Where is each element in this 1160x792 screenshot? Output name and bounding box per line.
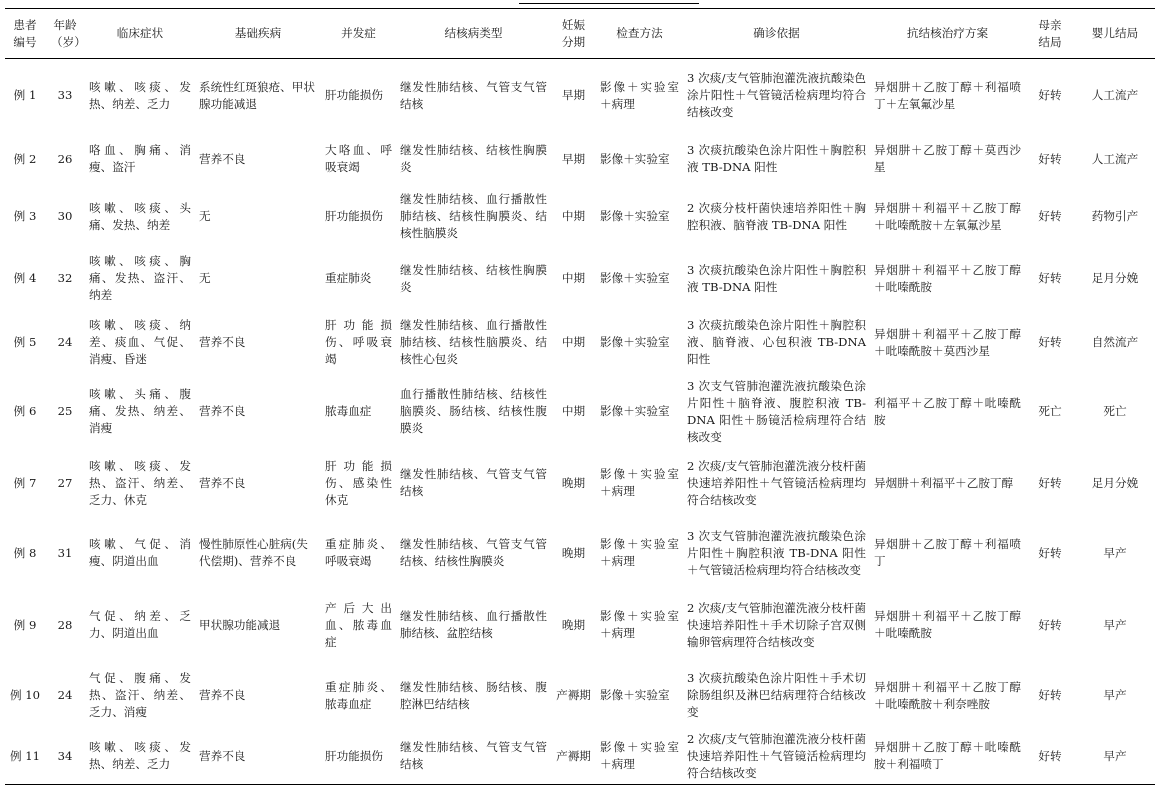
- table-cell: 好转: [1038, 617, 1062, 632]
- table-cell: 例 5: [13, 335, 37, 349]
- table-cell: 例 1: [13, 88, 37, 103]
- table-cell: 慢性肺原性心脏病(失代偿期)、营养不良: [199, 537, 308, 568]
- table-cell: 继发性肺结核、结核性胸膜炎: [400, 143, 547, 174]
- table-cell: 影像＋实验室: [600, 271, 670, 285]
- table-cell: 营养不良: [199, 335, 246, 349]
- table-cell: 24: [57, 335, 73, 349]
- table-cell: 气促、腹痛、发热、盗汗、纳差、乏力、消瘦: [89, 671, 191, 719]
- table-cell: 3 次痰抗酸染色涂片阳性＋胸腔积液 TB-DNA 阳性: [687, 262, 866, 294]
- table-cell: 大咯血、呼吸衰竭: [325, 143, 392, 174]
- table-cell: 继发性肺结核、气管支气管结核: [400, 467, 547, 498]
- header-cell: 临床症状: [85, 9, 195, 59]
- table-row: [5, 376, 1155, 448]
- table-cell: 咳嗽、咳痰、发热、纳差、乏力: [89, 79, 191, 111]
- header-cell: 结核病类型: [396, 9, 551, 59]
- table-cell: 营养不良: [195, 729, 321, 785]
- table-row: [5, 663, 1155, 729]
- table-cell: 30: [57, 209, 73, 223]
- table-cell: 3 次痰/支气管肺泡灌洗液抗酸染色涂片阳性＋气管镜活检病理均符合结核改变: [687, 71, 866, 120]
- table-cell: 例 8: [13, 545, 37, 560]
- table-cell: 3 次支气管肺泡灌洗液抗酸染色涂片阳性＋脑脊液、腹腔积液 TB-DNA 阳性＋肠镜活检病理符合结核改变: [687, 378, 866, 444]
- table-cell: 27: [57, 475, 73, 490]
- table-cell: 利福平＋乙胺丁醇＋吡嗪酰胺: [874, 395, 1021, 427]
- table-cell: 例 6: [13, 404, 37, 418]
- table-cell: 好转: [1038, 335, 1062, 349]
- table-cell: 肝功能损伤、感染性休克: [325, 458, 392, 507]
- header-cell: 确诊依据: [683, 9, 870, 59]
- table-cell: 继发性肺结核、气管支气管结核、结核性胸膜炎: [400, 537, 547, 568]
- table-cell: 早期: [561, 151, 586, 166]
- case-table: [5, 8, 1155, 785]
- table-cell: 早产: [1103, 688, 1127, 702]
- header-cell: 婴儿结局: [1075, 9, 1155, 59]
- table-cell: 影像＋实验室: [600, 335, 670, 349]
- table-cell: 好转: [1038, 475, 1062, 490]
- table-cell: 肝功能损伤: [325, 88, 383, 103]
- header-cell: 母亲结局: [1025, 9, 1075, 59]
- table-cell: 晚期: [561, 545, 586, 560]
- table-row: [5, 310, 1155, 376]
- table-cell: 好转: [1038, 151, 1062, 166]
- table-cell: 药物引产: [1091, 209, 1139, 223]
- table-cell: 异烟肼＋利福平＋乙胺丁醇＋吡嗪酰胺: [874, 609, 1021, 640]
- table-cell: 死亡: [1103, 404, 1127, 418]
- table-cell: 异烟肼＋乙胺丁醇＋莫西沙星: [874, 143, 1021, 174]
- table-cell: 中期: [561, 404, 586, 418]
- table-cell: 好转: [1038, 545, 1062, 560]
- table-cell: 24: [57, 688, 73, 702]
- table-cell: 脓毒血症: [325, 404, 372, 418]
- table-row: [5, 729, 1155, 785]
- table-cell: 2 次痰分枝杆菌快速培养阳性＋胸腔积液、脑脊液 TB-DNA 阳性: [687, 200, 866, 232]
- table-row: [5, 248, 1155, 310]
- table-cell: 继发性肺结核、血行播散性肺结核、结核性脑膜炎、结核性心包炎: [400, 318, 547, 366]
- table-cell: 3 次痰抗酸染色涂片阳性＋胸腔积液、脑脊液、心包积液 TB-DNA 阳性: [687, 318, 866, 366]
- table-cell: 异烟肼＋利福平＋乙胺丁醇＋吡嗪酰胺＋利奈唑胺: [874, 679, 1021, 711]
- table-cell: 31: [57, 545, 73, 560]
- table-cell: 例 7: [13, 475, 37, 490]
- table-cell: 34: [45, 729, 85, 785]
- table-cell: 重症肺炎: [325, 271, 372, 285]
- table-cell: 例 2: [13, 151, 37, 166]
- header-cell: 并发症: [321, 9, 396, 59]
- table-cell: 死亡: [1038, 404, 1062, 418]
- table-cell: 影像＋实验室＋病理: [596, 729, 683, 785]
- table-cell: 产褥期: [551, 729, 596, 785]
- table-row: [5, 519, 1155, 588]
- table-cell: 甲状腺功能减退: [199, 617, 281, 632]
- table-cell: 无: [199, 271, 211, 285]
- header-cell: 年龄（岁）: [45, 9, 85, 59]
- table-row: [5, 588, 1155, 663]
- header-cell: 基础疾病: [195, 9, 321, 59]
- table-cell: 营养不良: [199, 688, 246, 702]
- table-cell: 25: [57, 404, 73, 418]
- table-cell: 例 11: [5, 729, 45, 785]
- table-cell: 好转: [1038, 209, 1062, 223]
- table-cell: 28: [57, 617, 73, 632]
- table-cell: 异烟肼＋利福平＋乙胺丁醇＋吡嗪酰胺: [874, 262, 1021, 294]
- table-cell: 重症肺炎、呼吸衰竭: [325, 537, 392, 568]
- table-cell: 中期: [561, 271, 586, 285]
- table-cell: 32: [57, 271, 73, 285]
- table-cell: 无: [199, 209, 211, 223]
- table-cell: 营养不良: [199, 404, 246, 418]
- table-cell: 影像＋实验室＋病理: [600, 609, 679, 640]
- table-cell: 早期: [561, 88, 586, 103]
- table-cell: 3 次痰抗酸染色涂片阳性＋胸腔积液 TB-DNA 阳性: [687, 143, 866, 174]
- table-cell: 异烟肼＋乙胺丁醇＋利福喷丁＋左氧氟沙星: [874, 79, 1021, 111]
- table-cell: 影像＋实验室＋病理: [600, 467, 679, 498]
- table-cell: 影像＋实验室: [600, 688, 670, 702]
- table-cell: 影像＋实验室＋病理: [600, 79, 679, 111]
- table-cell: 继发性肺结核、血行播散性肺结核、结核性胸膜炎、结核性脑膜炎: [400, 192, 547, 240]
- table-body: [5, 59, 1155, 785]
- table-cell: 自然流产: [1091, 335, 1139, 349]
- table-cell: 肝功能损伤: [325, 209, 383, 223]
- table-cell: 影像＋实验室: [600, 404, 670, 418]
- header-row: [5, 9, 1155, 59]
- table-cell: 好转: [1038, 88, 1062, 103]
- table-cell: 咳嗽、咳痰、头痛、发热、纳差: [89, 200, 191, 232]
- table-cell: 异烟肼＋乙胺丁醇＋吡嗪酰胺＋利福喷丁: [870, 729, 1025, 785]
- table-cell: 咳嗽、咳痰、发热、纳差、乏力: [85, 729, 195, 785]
- table-cell: 33: [57, 88, 73, 103]
- table-cell: 早产: [1103, 617, 1127, 632]
- table-cell: 继发性肺结核、气管支气管结核: [396, 729, 551, 785]
- table-cell: 咳嗽、气促、消瘦、阴道出血: [89, 537, 191, 568]
- table-cell: 人工流产: [1091, 151, 1139, 166]
- table-cell: 气促、纳差、乏力、阴道出血: [89, 609, 191, 640]
- table-cell: 早产: [1103, 545, 1127, 560]
- table-cell: 咳嗽、咳痰、胸痛、发热、盗汗、纳差: [89, 254, 191, 302]
- table-cell: 3 次痰抗酸染色涂片阳性＋手术切除肠组织及淋巴结病理符合结核改变: [687, 671, 866, 719]
- table-row: [5, 186, 1155, 248]
- table-cell: 晚期: [561, 475, 586, 490]
- table-cell: 足月分娩: [1091, 475, 1139, 490]
- table-cell: 异烟肼＋利福平＋乙胺丁醇＋吡嗪酰胺＋莫西沙星: [874, 326, 1021, 358]
- table-cell: 产后大出血、脓毒血症: [325, 600, 392, 649]
- table-cell: 中期: [561, 209, 586, 223]
- table-cell: 血行播散性肺结核、结核性脑膜炎、肠结核、结核性腹膜炎: [400, 387, 547, 435]
- table-cell: 例 4: [13, 271, 37, 285]
- table-cell: 营养不良: [199, 151, 246, 166]
- table-cell: 晚期: [561, 617, 586, 632]
- table-cell: 中期: [561, 335, 586, 349]
- table-cell: 营养不良: [199, 475, 246, 490]
- table-cell: 2 次痰/支气管肺泡灌洗液分枝杆菌快速培养阳性＋手术切除子宫双侧输卵管病理符合结核改变: [687, 600, 866, 649]
- table-cell: 影像＋实验室: [600, 209, 670, 223]
- table-cell: 2 次痰/支气管肺泡灌洗液分枝杆菌快速培养阳性＋气管镜活检病理均符合结核改变: [683, 729, 870, 785]
- table-cell: 异烟肼＋利福平＋乙胺丁醇＋吡嗪酰胺＋左氧氟沙星: [874, 200, 1021, 232]
- table-cell: 好转: [1038, 271, 1062, 285]
- table-row: [5, 59, 1155, 133]
- table-cell: 产褥期: [556, 688, 591, 702]
- table-cell: 3 次支气管肺泡灌洗液抗酸染色涂片阳性＋胸腔积液 TB-DNA 阳性＋气管镜活检病理均符合结核改变: [687, 528, 866, 577]
- table-cell: 早产: [1075, 729, 1155, 785]
- table-cell: 人工流产: [1091, 88, 1139, 103]
- table-cell: 足月分娩: [1091, 271, 1139, 285]
- header-cell: 妊娠分期: [551, 9, 596, 59]
- table-cell: 好转: [1038, 688, 1062, 702]
- table-cell: 继发性肺结核、血行播散性肺结核、盆腔结核: [400, 609, 547, 640]
- header-cell: 检查方法: [596, 9, 683, 59]
- table-row: [5, 133, 1155, 186]
- table-cell: 好转: [1025, 729, 1075, 785]
- table-cell: 2 次痰/支气管肺泡灌洗液分枝杆菌快速培养阳性＋气管镜活检病理均符合结核改变: [687, 458, 866, 507]
- table-cell: 异烟肼＋利福平＋乙胺丁醇: [874, 475, 1014, 490]
- table-cell: 异烟肼＋乙胺丁醇＋利福喷丁: [874, 537, 1021, 568]
- table-cell: 影像＋实验室＋病理: [600, 537, 679, 568]
- table-cell: 咳嗽、咳痰、发热、盗汗、纳差、乏力、休克: [89, 458, 191, 507]
- header-cell: 抗结核治疗方案: [870, 9, 1025, 59]
- table-cell: 继发性肺结核、结核性胸膜炎: [400, 262, 547, 294]
- table-cell: 继发性肺结核、气管支气管结核: [400, 79, 547, 111]
- table-cell: 肝功能损伤: [321, 729, 396, 785]
- header-cell: 患者编号: [5, 9, 45, 59]
- table-cell: 系统性红斑狼疮、甲状腺功能减退: [199, 79, 315, 111]
- table-cell: 肝功能损伤、呼吸衰竭: [325, 318, 392, 366]
- table-row: [5, 448, 1155, 519]
- table-cell: 26: [57, 151, 73, 166]
- table-cell: 咯血、胸痛、消瘦、盗汗: [89, 143, 191, 174]
- table-cell: 咳嗽、头痛、腹痛、发热、纳差、消瘦: [89, 387, 191, 435]
- table-cell: 咳嗽、咳痰、纳差、痰血、气促、消瘦、昏迷: [89, 318, 191, 366]
- table-cell: 例 9: [13, 617, 37, 632]
- table-cell: 例 10: [9, 688, 41, 702]
- table-cell: 例 3: [13, 209, 37, 223]
- table-cell: 继发性肺结核、肠结核、腹腔淋巴结结核: [400, 679, 547, 711]
- top-rule: [519, 3, 699, 4]
- table-cell: 影像＋实验室: [600, 151, 670, 166]
- table-cell: 重症肺炎、脓毒血症: [325, 679, 392, 711]
